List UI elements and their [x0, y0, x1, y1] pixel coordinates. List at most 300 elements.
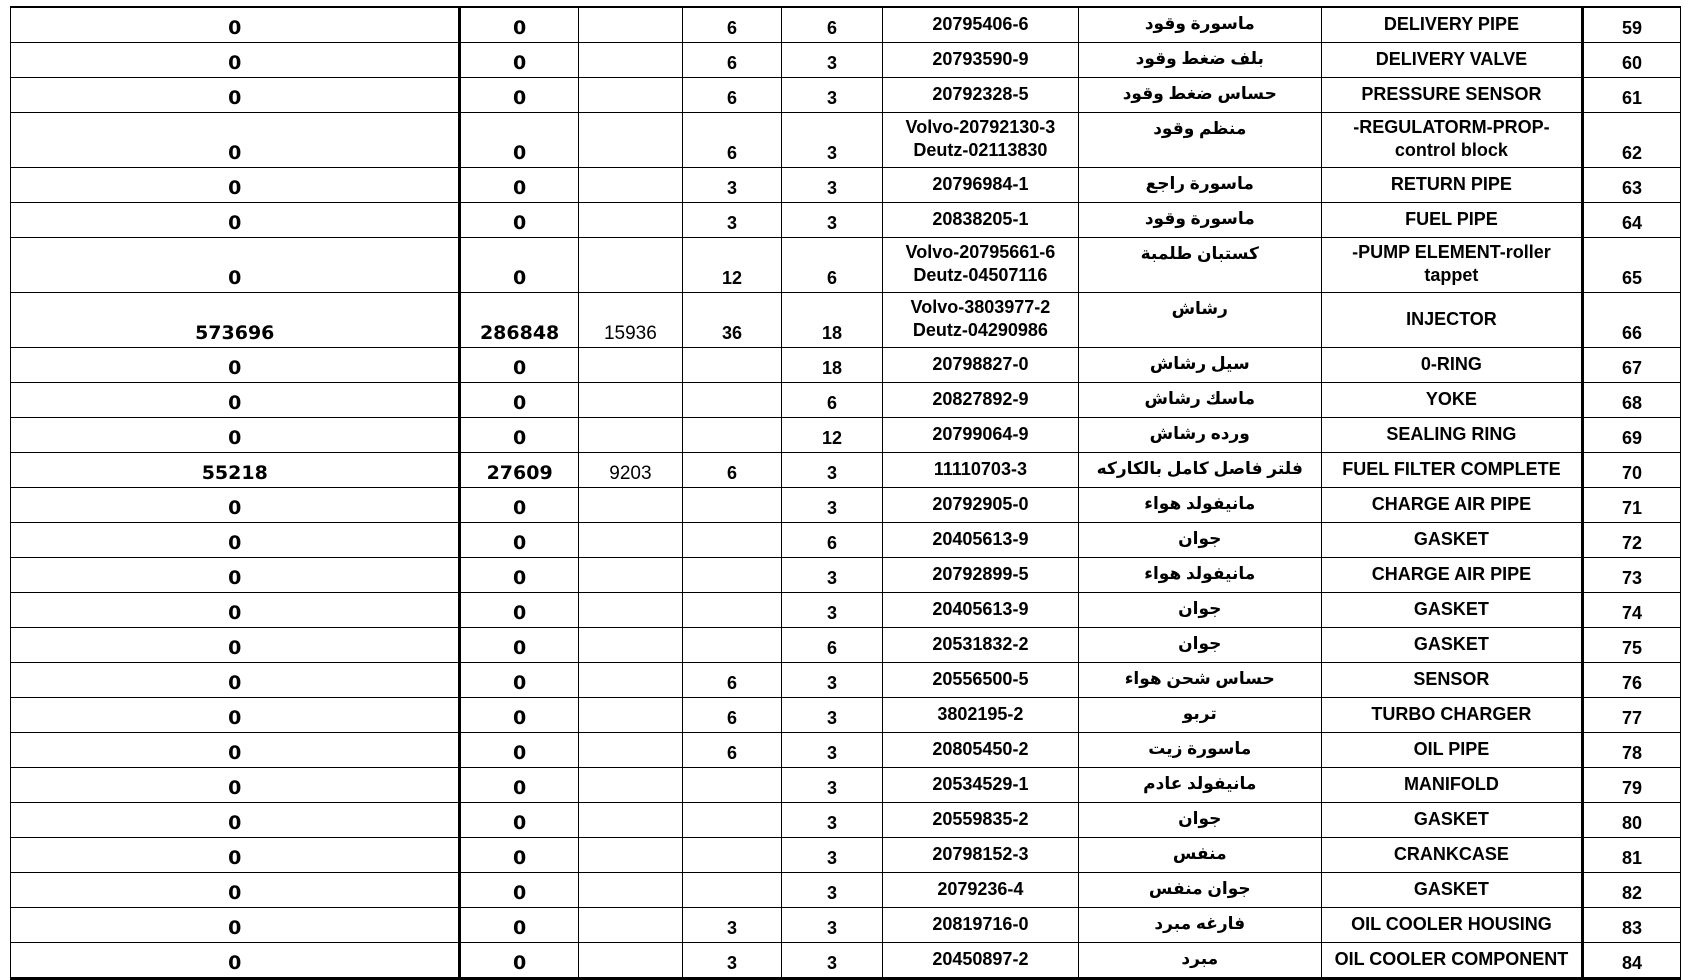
table-row: [11, 168, 1681, 203]
qty1-text: 3: [827, 213, 838, 233]
half-text: 0: [513, 637, 527, 659]
description-line: control block: [1394, 140, 1508, 160]
qty1-text: 18: [822, 358, 843, 378]
qty-requested-cell: [683, 593, 782, 628]
description-line: DELIVERY PIPE: [1383, 13, 1519, 34]
qty-requested-cell: [683, 838, 782, 873]
qty1-text: 3: [827, 708, 838, 728]
qty-cell: [781, 593, 882, 628]
qty1-text: 3: [827, 813, 838, 833]
half-total-cell: [460, 238, 578, 293]
qty1-text: 6: [827, 268, 838, 288]
description-cell: [1321, 558, 1582, 593]
description-line: CRANKCASE: [1393, 843, 1509, 864]
total-text: 0: [228, 777, 242, 799]
total-text: 0: [228, 427, 242, 449]
total-text: 0: [228, 497, 242, 519]
half-total-cell: [460, 43, 578, 78]
part-number-cell: [883, 908, 1079, 943]
parts-table: [10, 6, 1681, 980]
total-text: 0: [228, 142, 242, 164]
description-line: -REGULATORM-PROP-: [1353, 117, 1550, 137]
total-cell: [11, 348, 460, 383]
arabic-text: مانيفولد هواء: [1144, 564, 1256, 583]
half-text: 0: [513, 602, 527, 624]
unit-price-cell: [578, 873, 682, 908]
part-number-cell: [883, 168, 1079, 203]
arabic-name-cell: [1078, 908, 1321, 943]
description-line: MANIFOLD: [1403, 773, 1499, 794]
table-row: [11, 488, 1681, 523]
description-line: SENSOR: [1413, 668, 1490, 689]
total-text: 0: [228, 707, 242, 729]
total-cell: [11, 768, 460, 803]
description-cell: [1321, 43, 1582, 78]
half-total-cell: [460, 628, 578, 663]
description-line: CHARGE AIR PIPE: [1371, 493, 1532, 514]
unit-price-cell: [578, 488, 682, 523]
half-total-cell: [460, 418, 578, 453]
description-cell: [1321, 238, 1582, 293]
part-number-line: Volvo-3803977-2: [910, 297, 1051, 317]
qty2-text: 6: [727, 143, 738, 163]
qty-requested-cell: [683, 418, 782, 453]
part-number-line: 20531832-2: [932, 633, 1029, 654]
half-total-cell: [460, 113, 578, 168]
total-text: 0: [228, 267, 242, 289]
item-number-cell: [1583, 593, 1681, 628]
item-number-cell: [1583, 733, 1681, 768]
description-cell: [1321, 168, 1582, 203]
description-cell: [1321, 943, 1582, 979]
no-text: 77: [1622, 708, 1643, 728]
arabic-name-cell: [1078, 203, 1321, 238]
description-line: FUEL FILTER COMPLETE: [1342, 458, 1561, 479]
table-row: [11, 418, 1681, 453]
unit-price-cell: [578, 453, 682, 488]
item-number-cell: [1583, 523, 1681, 558]
qty-cell: [781, 698, 882, 733]
qty-cell: [781, 523, 882, 558]
unit-price-cell: [578, 663, 682, 698]
description-cell: [1321, 768, 1582, 803]
half-total-cell: [460, 733, 578, 768]
no-text: 78: [1622, 743, 1643, 763]
arabic-name-cell: [1078, 418, 1321, 453]
arabic-name-cell: [1078, 7, 1321, 43]
arabic-text: مانيفولد عادم: [1143, 774, 1257, 793]
arabic-text: مانيفولد هواء: [1144, 494, 1256, 513]
half-total-cell: [460, 293, 578, 348]
total-text: 0: [228, 917, 242, 939]
unit-price-cell: [578, 203, 682, 238]
qty2-text: 6: [727, 708, 738, 728]
part-number-cell: [883, 488, 1079, 523]
part-number-cell: [883, 803, 1079, 838]
unit-price-cell: [578, 768, 682, 803]
no-text: 67: [1622, 358, 1643, 378]
total-cell: [11, 238, 460, 293]
part-number-line: 20799064-9: [932, 423, 1029, 444]
half-total-cell: [460, 943, 578, 979]
item-number-cell: [1583, 348, 1681, 383]
total-cell: [11, 558, 460, 593]
half-total-cell: [460, 78, 578, 113]
half-text: 0: [513, 567, 527, 589]
item-number-cell: [1583, 943, 1681, 979]
item-number-cell: [1583, 418, 1681, 453]
half-total-cell: [460, 348, 578, 383]
part-number-cell: [883, 418, 1079, 453]
qty-cell: [781, 558, 882, 593]
qty1-text: 3: [827, 498, 838, 518]
qty2-text: 6: [727, 743, 738, 763]
unit-price-cell: [578, 78, 682, 113]
total-text: 573696: [195, 322, 275, 344]
no-text: 63: [1622, 178, 1643, 198]
qty2-text: 3: [727, 213, 738, 233]
total-cell: [11, 803, 460, 838]
description-line: GASKET: [1413, 633, 1489, 654]
qty2-text: 3: [727, 178, 738, 198]
total-text: 0: [228, 952, 242, 974]
half-text: 0: [513, 847, 527, 869]
item-number-cell: [1583, 768, 1681, 803]
half-text: 0: [513, 917, 527, 939]
description-line: TURBO CHARGER: [1371, 703, 1532, 724]
arabic-text: مبرد: [1181, 949, 1219, 968]
item-number-cell: [1583, 453, 1681, 488]
unit-price-cell: [578, 238, 682, 293]
no-text: 69: [1622, 428, 1643, 448]
arabic-text: كستبان طلمبة: [1140, 244, 1259, 263]
part-number-line: Deutz-04290986: [912, 320, 1048, 340]
arabic-text: فلتر فاصل كامل بالكاركه: [1096, 459, 1303, 478]
qty-requested-cell: [683, 488, 782, 523]
description-cell: [1321, 873, 1582, 908]
item-number-cell: [1583, 628, 1681, 663]
unit-price-cell: [578, 383, 682, 418]
table-row: [11, 873, 1681, 908]
arabic-name-cell: [1078, 628, 1321, 663]
table-row: [11, 663, 1681, 698]
qty-cell: [781, 803, 882, 838]
qty2-text: 6: [727, 18, 738, 38]
unit-price-cell: [578, 418, 682, 453]
no-text: 61: [1622, 88, 1643, 108]
total-text: 0: [228, 532, 242, 554]
half-text: 0: [513, 777, 527, 799]
qty-cell: [781, 348, 882, 383]
qty-cell: [781, 488, 882, 523]
total-cell: [11, 593, 460, 628]
description-line: SEALING RING: [1386, 423, 1517, 444]
half-text: 0: [513, 532, 527, 554]
arabic-name-cell: [1078, 698, 1321, 733]
arabic-text: جوان: [1178, 529, 1222, 548]
total-text: 0: [228, 567, 242, 589]
qty-cell: [781, 238, 882, 293]
arabic-name-cell: [1078, 78, 1321, 113]
qty-requested-cell: [683, 908, 782, 943]
total-text: 0: [228, 177, 242, 199]
half-text: 0: [513, 52, 527, 74]
table-row: [11, 733, 1681, 768]
no-text: 65: [1622, 268, 1643, 288]
part-number-cell: [883, 593, 1079, 628]
arabic-text: ماسورة راجع: [1145, 174, 1254, 193]
qty1-text: 3: [827, 53, 838, 73]
half-text: 0: [513, 882, 527, 904]
description-cell: [1321, 78, 1582, 113]
half-text: 0: [513, 142, 527, 164]
part-number-line: 20798152-3: [932, 843, 1029, 864]
unit-price-cell: [578, 733, 682, 768]
part-number-line: 20798827-0: [932, 353, 1029, 374]
no-text: 73: [1622, 568, 1643, 588]
part-number-line: Volvo-20795661-6: [905, 242, 1056, 262]
half-total-cell: [460, 523, 578, 558]
description-cell: [1321, 488, 1582, 523]
qty-requested-cell: [683, 293, 782, 348]
part-number-cell: [883, 383, 1079, 418]
table-row: [11, 203, 1681, 238]
item-number-cell: [1583, 803, 1681, 838]
half-total-cell: [460, 383, 578, 418]
part-number-line: 20795406-6: [932, 13, 1029, 34]
qty-requested-cell: [683, 558, 782, 593]
table-row: [11, 238, 1681, 293]
total-cell: [11, 78, 460, 113]
no-text: 79: [1622, 778, 1643, 798]
unit-price-cell: [578, 558, 682, 593]
description-cell: [1321, 383, 1582, 418]
arabic-name-cell: [1078, 873, 1321, 908]
description-cell: [1321, 628, 1582, 663]
total-text: 0: [228, 212, 242, 234]
item-number-cell: [1583, 908, 1681, 943]
qty-cell: [781, 453, 882, 488]
half-text: 0: [513, 672, 527, 694]
part-number-line: Deutz-02113830: [913, 140, 1048, 160]
qty-cell: [781, 43, 882, 78]
qty-requested-cell: [683, 733, 782, 768]
qty1-text: 12: [822, 428, 843, 448]
qty-cell: [781, 663, 882, 698]
qty1-text: 3: [827, 178, 838, 198]
description-cell: [1321, 348, 1582, 383]
qty-requested-cell: [683, 628, 782, 663]
qty2-text: 12: [722, 268, 743, 288]
part-number-cell: [883, 113, 1079, 168]
half-text: 0: [513, 357, 527, 379]
arabic-name-cell: [1078, 768, 1321, 803]
description-cell: [1321, 418, 1582, 453]
qty1-text: 3: [827, 568, 838, 588]
description-line: OIL COOLER COMPONENT: [1334, 948, 1569, 969]
description-cell: [1321, 453, 1582, 488]
part-number-cell: [883, 293, 1079, 348]
table-row: [11, 838, 1681, 873]
total-text: 0: [228, 17, 242, 39]
unit-price-cell: [578, 113, 682, 168]
description-line: OIL COOLER HOUSING: [1351, 913, 1552, 934]
qty1-text: 3: [827, 953, 838, 973]
no-text: 72: [1622, 533, 1643, 553]
unit-price-cell: [578, 943, 682, 979]
part-number-cell: [883, 453, 1079, 488]
unit-price-cell: [578, 838, 682, 873]
no-text: 80: [1622, 813, 1643, 833]
half-text: 0: [513, 212, 527, 234]
half-text: 0: [513, 177, 527, 199]
arabic-text: حساس شحن هواء: [1124, 669, 1275, 688]
qty2-text: 36: [722, 323, 743, 343]
qty1-text: 3: [827, 673, 838, 693]
arabic-text: حساس ضغط وقود: [1122, 84, 1277, 103]
total-cell: [11, 663, 460, 698]
half-total-cell: [460, 488, 578, 523]
no-text: 62: [1622, 143, 1643, 163]
arabic-text: سيل رشاش: [1149, 354, 1250, 373]
qty-requested-cell: [683, 383, 782, 418]
qty2-text: 6: [727, 673, 738, 693]
qty1-text: 3: [827, 778, 838, 798]
part-number-line: 11110703-3: [933, 458, 1027, 479]
qty1-text: 3: [827, 743, 838, 763]
part-number-line: 20792905-0: [932, 493, 1029, 514]
part-number-line: 20405613-9: [932, 528, 1029, 549]
arabic-text: جوان منفس: [1148, 879, 1251, 898]
description-line: tappet: [1424, 265, 1479, 285]
qty-cell: [781, 838, 882, 873]
qty-requested-cell: [683, 803, 782, 838]
qty-cell: [781, 628, 882, 663]
half-total-cell: [460, 803, 578, 838]
part-number-line: 20838205-1: [932, 208, 1029, 229]
total-cell: [11, 43, 460, 78]
part-number-line: 20792899-5: [932, 563, 1029, 584]
table-row: [11, 78, 1681, 113]
arabic-name-cell: [1078, 733, 1321, 768]
total-cell: [11, 293, 460, 348]
part-number-line: 20805450-2: [932, 738, 1029, 759]
arabic-name-cell: [1078, 43, 1321, 78]
description-line: -PUMP ELEMENT-roller: [1352, 242, 1551, 262]
part-number-cell: [883, 768, 1079, 803]
part-number-cell: [883, 733, 1079, 768]
qty-cell: [781, 873, 882, 908]
total-text: 0: [228, 882, 242, 904]
total-text: 0: [228, 742, 242, 764]
arabic-text: جوان: [1178, 599, 1222, 618]
qty2-text: 3: [727, 918, 738, 938]
qty-cell: [781, 78, 882, 113]
total-cell: [11, 908, 460, 943]
table-row: [11, 523, 1681, 558]
no-text: 83: [1622, 918, 1643, 938]
half-total-cell: [460, 698, 578, 733]
unit-price-cell: [578, 348, 682, 383]
part-number-cell: [883, 698, 1079, 733]
qty-requested-cell: [683, 238, 782, 293]
arabic-text: ماسك رشاش: [1144, 389, 1256, 408]
part-number-line: 20796984-1: [932, 173, 1029, 194]
part-number-line: 20792328-5: [932, 83, 1029, 104]
arabic-name-cell: [1078, 523, 1321, 558]
total-cell: [11, 698, 460, 733]
total-cell: [11, 733, 460, 768]
half-total-cell: [460, 453, 578, 488]
unit-price-cell: [578, 803, 682, 838]
half-text: 0: [513, 17, 527, 39]
arabic-text: منظم وقود: [1153, 119, 1247, 138]
arabic-name-cell: [1078, 453, 1321, 488]
total-cell: [11, 383, 460, 418]
description-line: YOKE: [1425, 388, 1477, 409]
qty1-text: 18: [822, 323, 843, 343]
qty-cell: [781, 908, 882, 943]
qty2-text: 6: [727, 53, 738, 73]
qty1-text: 3: [827, 848, 838, 868]
total-cell: [11, 453, 460, 488]
description-cell: [1321, 203, 1582, 238]
description-cell: [1321, 593, 1582, 628]
total-cell: [11, 418, 460, 453]
description-cell: [1321, 523, 1582, 558]
total-text: 0: [228, 812, 242, 834]
half-text: 0: [513, 427, 527, 449]
half-total-cell: [460, 558, 578, 593]
half-text: 27609: [486, 462, 553, 484]
part-number-cell: [883, 78, 1079, 113]
arabic-text: ماسورة وقود: [1144, 209, 1255, 228]
half-text: 0: [513, 952, 527, 974]
total-text: 0: [228, 52, 242, 74]
arabic-name-cell: [1078, 663, 1321, 698]
description-cell: [1321, 908, 1582, 943]
item-number-cell: [1583, 873, 1681, 908]
table-row: [11, 908, 1681, 943]
total-cell: [11, 943, 460, 979]
half-total-cell: [460, 838, 578, 873]
half-text: 0: [513, 742, 527, 764]
description-cell: [1321, 7, 1582, 43]
qty-requested-cell: [683, 453, 782, 488]
qty-cell: [781, 383, 882, 418]
total-cell: [11, 203, 460, 238]
unit-price-cell: [578, 593, 682, 628]
total-text: 55218: [201, 462, 268, 484]
part-number-line: 20819716-0: [932, 913, 1029, 934]
arabic-name-cell: [1078, 558, 1321, 593]
description-line: 0-RING: [1420, 353, 1482, 374]
part-number-line: Volvo-20792130-3: [905, 117, 1056, 137]
unit-price-cell: [578, 523, 682, 558]
table-row: [11, 593, 1681, 628]
qty-requested-cell: [683, 113, 782, 168]
total-cell: [11, 168, 460, 203]
table-row: [11, 453, 1681, 488]
description-cell: [1321, 803, 1582, 838]
part-number-cell: [883, 7, 1079, 43]
qty-requested-cell: [683, 43, 782, 78]
part-number-cell: [883, 943, 1079, 979]
arabic-name-cell: [1078, 838, 1321, 873]
half-text: 0: [513, 87, 527, 109]
no-text: 66: [1622, 323, 1643, 343]
part-number-cell: [883, 238, 1079, 293]
